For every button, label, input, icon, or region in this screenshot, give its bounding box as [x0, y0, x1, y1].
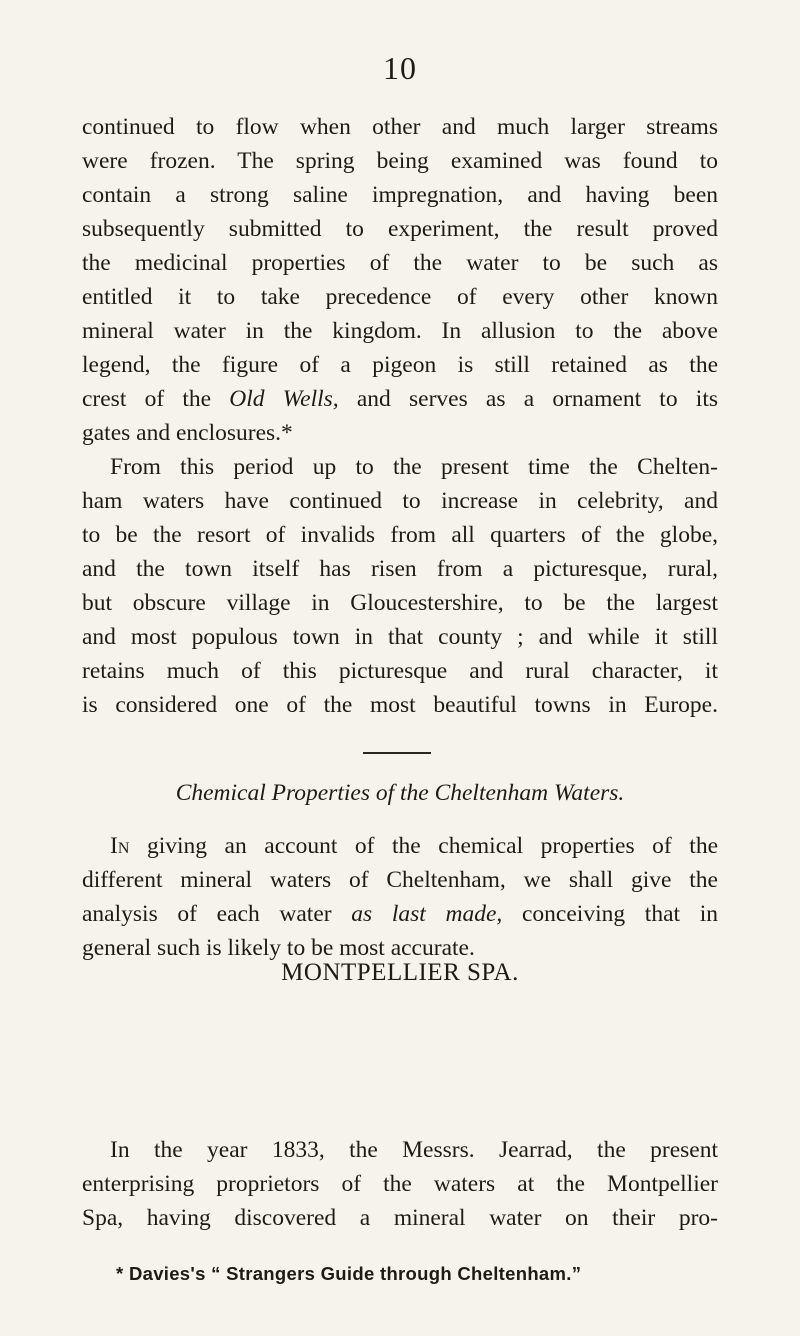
text-line: Spa, having discovered a mineral water on their pro- [82, 1205, 718, 1231]
text-line: general such is likely to be most accurate. [82, 935, 475, 961]
text-line: legend, the figure of a pigeon is still retained as the [82, 352, 718, 378]
text-line: ham waters have continued to increase in celebrity, and [82, 488, 718, 514]
section-heading: Chemical Properties of the Cheltenham Waters. [175, 780, 625, 806]
text-segment: and serves as a ornament to its [338, 386, 718, 412]
text-line: to be the resort of invalids from all quarters of the globe, [82, 522, 718, 548]
text-line [110, 831, 718, 861]
text-line: and the town itself has risen from a picturesque, rural, [82, 556, 718, 582]
text-segment: giving an account of the chemical properties of the [129, 833, 718, 859]
text-segment: crest of the [82, 386, 230, 412]
text-segment: conceiving that in [502, 901, 719, 927]
text-line [82, 384, 718, 414]
text-line: gates and enclosures.* [82, 420, 293, 446]
text-line: is considered one of the most beautiful towns in Europe. [82, 692, 718, 718]
text-line: the medicinal properties of the water to be such as [82, 250, 718, 276]
italic-phrase: as last made, [351, 901, 503, 927]
text-line: continued to flow when other and much larger streams [82, 114, 718, 140]
drop-word: In [110, 833, 130, 859]
text-segment: analysis of each water [82, 901, 352, 927]
section-divider [363, 752, 431, 754]
page-number: 10 [383, 50, 417, 86]
text-line: entitled it to take precedence of every other known [82, 284, 718, 310]
text-line: contain a strong saline impregnation, and having been [82, 182, 718, 208]
italic-place-name: Old Wells, [229, 386, 339, 412]
text-line: were frozen. The spring being examined was found to [82, 148, 718, 174]
text-line: different mineral waters of Cheltenham, we shall give the [82, 867, 718, 893]
subheading: MONTPELLIER SPA. [281, 959, 519, 986]
text-line: enterprising proprietors of the waters at the Montpellier [82, 1171, 718, 1197]
text-line [82, 899, 718, 929]
text-line: retains much of this picturesque and rural character, it [82, 658, 718, 684]
text-line: mineral water in the kingdom. In allusion to the above [82, 318, 718, 344]
text-line: In the year 1833, the Messrs. Jearrad, the present [110, 1137, 718, 1163]
text-line: From this period up to the present time the Chelten- [110, 454, 718, 480]
footnote: * Davies's “ Strangers Guide through Cheltenham.” [116, 1263, 582, 1284]
text-line: subsequently submitted to experiment, the result proved [82, 216, 718, 242]
text-line: but obscure village in Gloucestershire, to be the largest [82, 590, 718, 616]
text-line: and most populous town in that county ; and while it still [82, 624, 718, 650]
